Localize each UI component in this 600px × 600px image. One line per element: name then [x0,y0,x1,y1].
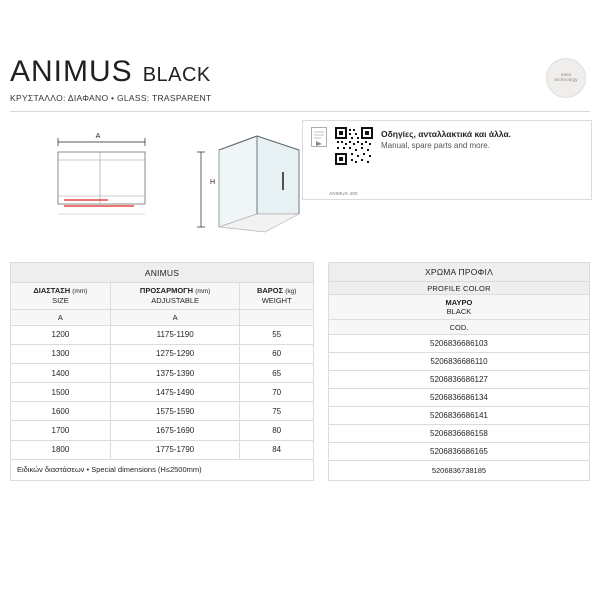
cell-size: 1400 [11,364,111,383]
color-name-gr: ΜΑΥΡΟ [445,297,473,307]
table-row [11,364,314,383]
profile-color-table [328,262,590,481]
cell-adjustable: 1475-1490 [110,383,240,402]
spec-tables [10,262,590,481]
dimensions-band-label: ANIMUS [11,263,314,283]
cell-weight: 60 [240,344,313,363]
cell-size: 1500 [11,383,111,402]
cell-weight: 75 [240,402,313,421]
col-adjustable-header [110,283,240,310]
cell-weight: 70 [240,383,313,402]
cell-adjustable: 1375-1390 [110,364,240,383]
cell-code: 5206836686141 [328,407,589,425]
profile-color-band [328,263,589,282]
col-adjustable-symbol: A [110,309,240,325]
manual-subtitle: Manual, spare parts and more. [381,141,490,150]
col-weight-symbol [240,309,313,325]
table-row [11,325,314,344]
cell-code: 5206836686158 [328,425,589,443]
cell-weight: 65 [240,364,313,383]
table-row [328,371,589,389]
col-size-gr: ΔΙΑΣΤΑΣΗ [33,286,71,296]
page-title: ANIMUS [10,55,133,88]
col-weight-en: WEIGHT [261,296,292,306]
col-size-unit: (mm) [72,288,88,296]
col-weight-gr: ΒΑΡΟΣ [256,286,284,296]
cell-size: 1700 [11,421,111,440]
table-band-row [11,263,314,283]
cell-weight: 55 [240,325,313,344]
dimensions-table [10,262,314,481]
table-row [11,344,314,363]
cell-adjustable: 1775-1790 [110,440,240,459]
special-dimensions-label: Ειδικών διαστάσεων • Special dimensions (H≤2500mm) [11,459,314,480]
color-name-row [328,295,589,320]
manual-document-icon [311,127,327,147]
cell-adjustable: 1575-1590 [110,402,240,421]
col-weight-unit: (kg) [285,288,297,296]
cell-adjustable: 1175-1190 [110,325,240,344]
table-row [328,389,589,407]
table-row [328,353,589,371]
header-divider [10,111,590,112]
manual-texts [381,127,511,150]
plan-view-drawing [50,130,160,230]
table-row [328,443,589,461]
svg-text:H: H [210,179,216,186]
cell-code: 5206836686110 [328,353,589,371]
profile-color-subband-row [328,282,589,295]
qr-code-icon[interactable] [335,127,373,165]
table-row [11,440,314,459]
col-size-en: SIZE [52,296,69,306]
col-adjustable-en: ADJUSTABLE [151,296,200,306]
table-subheader-row [11,309,314,325]
qr-caption: ANIMUS 400 [329,191,358,196]
nano-badge-line2: technology [554,77,578,82]
color-name-cell [328,295,589,320]
cell-adjustable: 1275-1290 [110,344,240,363]
table-row [328,407,589,425]
cell-code: 5206836686165 [328,443,589,461]
col-adjustable-gr: ΠΡΟΣΑΡΜΟΓΗ [139,286,194,296]
title-row [10,55,590,89]
cell-size: 1800 [11,440,111,459]
cell-weight: 80 [240,421,313,440]
cell-size: 1300 [11,344,111,363]
svg-text:A: A [95,133,101,140]
table-row [11,402,314,421]
col-size-header [11,283,111,310]
col-adjustable-unit: (mm) [195,288,211,296]
special-code-row [328,461,589,481]
table-header-row [11,283,314,310]
col-size-symbol: A [11,309,111,325]
nano-badge-line1: nano [560,72,572,78]
col-weight-header [240,283,313,310]
cell-size: 1200 [11,325,111,344]
special-dimensions-row [11,459,314,480]
cell-weight: 84 [240,440,313,459]
cell-code: 5206836686103 [328,335,589,353]
profile-color-gr: ΧΡΩΜΑ ΠΡΟΦΙΛ [424,267,493,277]
profile-color-en: PROFILE COLOR [328,282,589,295]
glass-subtitle: ΚΡΥΣΤΑΛΛΟ: ΔΙΑΦΑΝΟ • GLASS: TRASPARENT [10,93,212,103]
nano-technology-badge [546,58,586,98]
cell-code: 5206836686127 [328,371,589,389]
table-row [328,425,589,443]
special-code-value: 5206836738185 [328,461,589,481]
table-row [11,421,314,440]
table-band-row [328,263,589,282]
cell-adjustable: 1675-1690 [110,421,240,440]
manual-title: Οδηγίες, ανταλλακτικά και άλλα. [381,129,512,139]
page-header [10,0,590,103]
product-variant: BLACK [142,64,211,86]
table-row [328,335,589,353]
manual-info-box [302,120,592,200]
cell-size: 1600 [11,402,111,421]
manual-inner [311,127,583,165]
cell-code: 5206836686134 [328,389,589,407]
shower-enclosure-top-view-icon [50,130,160,225]
table-row [11,383,314,402]
perspective-view-drawing [195,122,315,247]
code-header-row [328,320,589,335]
color-name-en: BLACK [446,307,472,316]
shower-enclosure-3d-view-icon [195,122,315,242]
code-header: COD. [328,320,589,335]
